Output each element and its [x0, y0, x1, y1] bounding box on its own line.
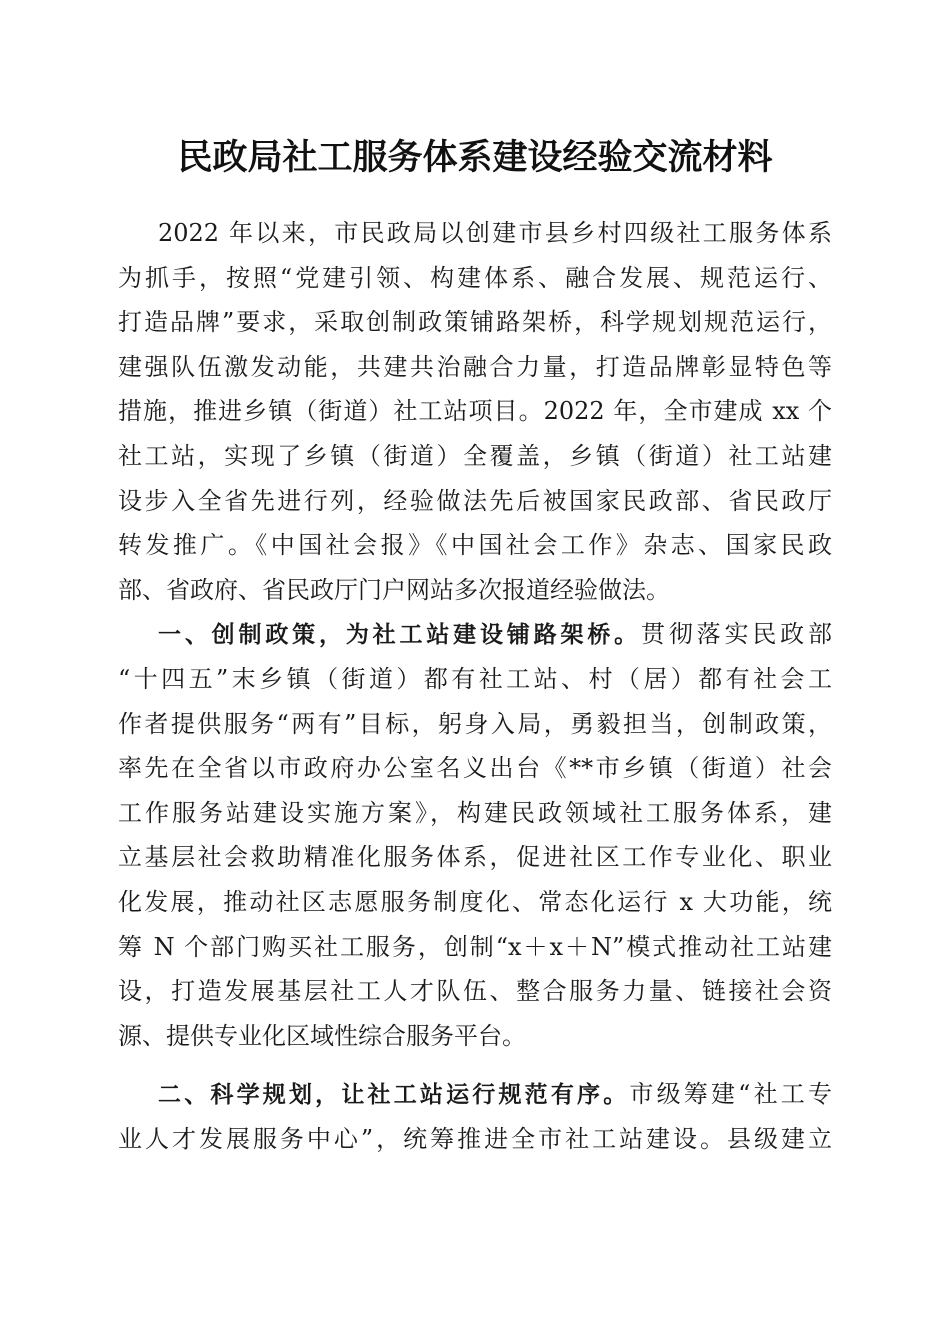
paragraph-line: 2022 年以来，市民政局以创建市县乡村四级社工服务体系: [158, 219, 832, 247]
paragraph-gap: [118, 1058, 832, 1072]
section-1-first-line-text: 贯彻落实民政部: [641, 620, 832, 649]
paragraph-line: 设，打造发展基层社工人才队伍、整合服务力量、链接社会资: [118, 977, 832, 1006]
paragraph-line: 源、提供专业化区域性综合服务平台。: [118, 1021, 526, 1050]
section-1-paragraph: [118, 612, 832, 1058]
section-1-heading: 一、创制政策，为社工站建设铺路架桥。: [158, 622, 641, 649]
paragraph-line: 措施，推进乡镇（街道）社工站项目。2022 年，全市建成 xx 个: [118, 397, 832, 426]
paragraph-line: 化发展，推动社区志愿服务制度化、常态化运行 x 大功能，统: [118, 887, 832, 916]
paragraph-line: 工作服务站建设实施方案》，构建民政领域社工服务体系，建: [118, 798, 832, 827]
paragraph-line: [118, 612, 832, 657]
document-body: [118, 211, 832, 1161]
paragraph-line: 设步入全省先进行列，经验做法先后被国家民政部、省民政厅: [118, 486, 832, 515]
paragraph-line: 打造品牌”要求，采取创制政策铺路架桥，科学规划规范运行，: [118, 308, 832, 337]
paragraph-line: 率先在全省以市政府办公室名义出台《**市乡镇（街道）社会: [118, 754, 832, 783]
paragraph-line: 社工站，实现了乡镇（街道）全覆盖，乡镇（街道）社工站建: [118, 441, 832, 470]
paragraph-line: [118, 1072, 832, 1117]
paragraph-line: “十四五”末乡镇（街道）都有社工站、村（居）都有社会工: [118, 664, 832, 693]
section-2-first-line-text: 市级筹建“社工专: [629, 1080, 832, 1109]
section-2-paragraph: [118, 1072, 832, 1161]
paragraph-line: 建强队伍激发动能，共建共治融合力量，打造品牌彰显特色等: [118, 352, 832, 381]
paragraph-line: 转发推广。《中国社会报》《中国社会工作》杂志、国家民政: [118, 531, 832, 560]
section-2-heading: 二、科学规划，让社工站运行规范有序。: [158, 1082, 630, 1109]
paragraph-line: 作者提供服务“两有”目标，躬身入局，勇毅担当，创制政策，: [118, 709, 832, 738]
intro-paragraph: [118, 211, 832, 612]
paragraph-line: 业人才发展服务中心”，统筹推进全市社工站建设。县级建立: [118, 1124, 832, 1153]
paragraph-line: 部、省政府、省民政厅门户网站多次报道经验做法。: [118, 575, 670, 604]
paragraph-line: 立基层社会救助精准化服务体系，促进社区工作专业化、职业: [118, 843, 832, 872]
document-title: 民政局社工服务体系建设经验交流材料: [177, 137, 773, 178]
paragraph-line: 为抓手，按照“党建引领、构建体系、融合发展、规范运行、: [118, 263, 832, 292]
paragraph-line: 筹 N 个部门购买社工服务，创制“x＋x＋N”模式推动社工站建: [118, 932, 832, 961]
